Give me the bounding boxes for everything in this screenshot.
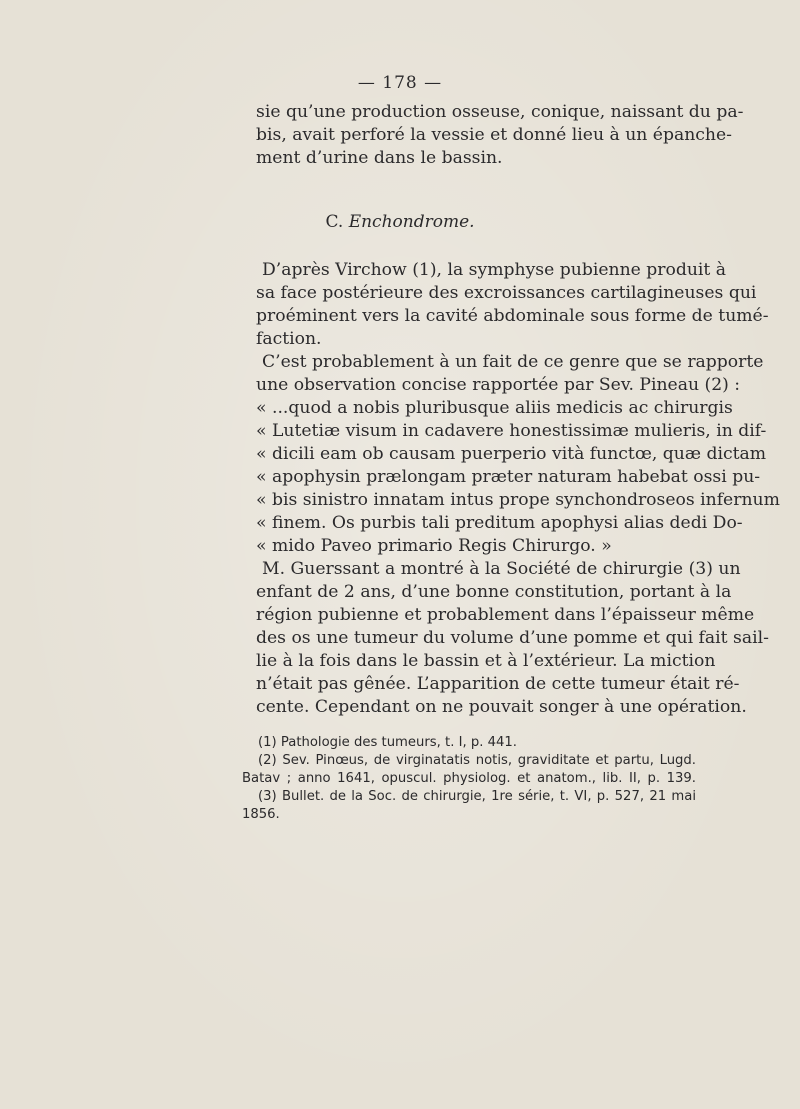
footnote: 1856. <box>242 807 280 822</box>
paragraph-line: ment d’urine dans le bassin. <box>256 148 503 168</box>
paragraph-line: région pubienne et probablement dans l’épaisseur même <box>256 605 755 625</box>
section-label: C. <box>325 212 344 232</box>
paragraph-line: C’est probablement à un fait de ce genre que se rapporte <box>262 352 764 372</box>
footnote: (3) Bullet. de la Soc. de chirurgie, 1re série, t. VI, p. 527, 21 mai <box>258 789 696 804</box>
paragraph-line: faction. <box>256 329 322 349</box>
paragraph-line: « ...quod a nobis pluribusque aliis medicis ac chirurgis <box>256 398 733 418</box>
paragraph-line: « bis sinistro innatam intus prope synchondroseos infernum <box>256 490 780 510</box>
paragraph-line: bis, avait perforé la vessie et donné lieu à un épanche- <box>256 125 732 145</box>
paragraph-line: une observation concise rapportée par Sev. Pineau (2) : <box>256 375 741 395</box>
section-heading <box>0 211 800 233</box>
paragraph-line: cente. Cependant on ne pouvait songer à une opération. <box>256 697 747 717</box>
footnote: Batav ; anno 1641, opuscul. physiolog. et anatom., lib. II, p. 139. <box>242 771 696 786</box>
footnote: (2) Sev. Pinœus, de virginatatis notis, graviditate et partu, Lugd. <box>258 753 696 768</box>
paragraph-line: proéminent vers la cavité abdominale sous forme de tumé- <box>256 306 769 326</box>
paragraph-line: sa face postérieure des excroissances cartilagineuses qui <box>256 283 757 303</box>
paragraph-line: « mido Paveo primario Regis Chirurgo. » <box>256 536 612 556</box>
paragraph-line: « finem. Os purbis tali preditum apophysi alias dedi Do- <box>256 513 743 533</box>
section-title: Enchondrome. <box>348 212 475 232</box>
paragraph-line: « Lutetiæ visum in cadavere honestissimæ mulieris, in dif- <box>256 421 767 441</box>
paragraph-line: « apophysin prælongam præter naturam habebat ossi pu- <box>256 467 761 487</box>
paragraph-line: M. Guerssant a montré à la Société de chirurgie (3) un <box>262 559 741 579</box>
paragraph-line: sie qu’une production osseuse, conique, naissant du pa- <box>256 102 744 122</box>
paragraph-line: enfant de 2 ans, d’une bonne constitution, portant à la <box>256 582 732 602</box>
paragraph-line: lie à la fois dans le bassin et à l’extérieur. La miction <box>256 651 716 671</box>
page-number: — 178 — <box>357 73 443 93</box>
paragraph-line: « dicili eam ob causam puerperio vità functœ, quæ dictam <box>256 444 767 464</box>
footnote: (1) Pathologie des tumeurs, t. I, p. 441. <box>258 735 517 750</box>
paragraph-line: n’était pas gênée. L’apparition de cette tumeur était ré- <box>256 674 740 694</box>
paragraph-line: des os une tumeur du volume d’une pomme et qui fait sail- <box>256 628 769 648</box>
paragraph-line: D’après Virchow (1), la symphyse pubienne produit à <box>262 260 727 280</box>
